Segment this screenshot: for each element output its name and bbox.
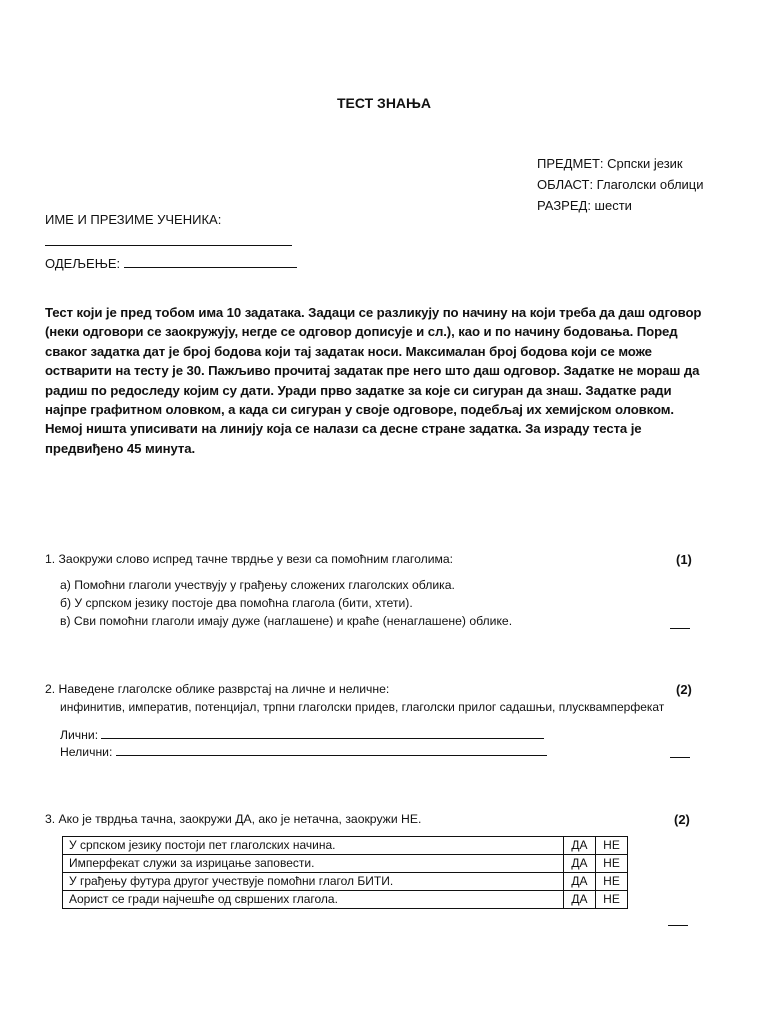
test-meta xyxy=(537,153,704,216)
true-false-table xyxy=(62,836,628,909)
no-option[interactable]: НЕ xyxy=(596,837,628,855)
no-option[interactable]: НЕ xyxy=(596,891,628,909)
student-info xyxy=(45,212,297,271)
personal-answer-line[interactable] xyxy=(101,726,544,739)
yes-option[interactable]: ДА xyxy=(564,855,596,873)
class-field[interactable] xyxy=(124,255,297,268)
option-a[interactable]: а) Помоћни глаголи учествују у грађењу сложених глаголских облика. xyxy=(60,578,455,592)
task-2-question: 2. Наведене глаголске облике разврстај на личне и неличне: xyxy=(45,682,390,696)
grade-line: РАЗРЕД: шести xyxy=(537,198,632,213)
yes-option[interactable]: ДА xyxy=(564,891,596,909)
subject-line: ПРЕДМЕТ: Српски језик xyxy=(537,156,683,171)
impersonal-row xyxy=(60,743,547,759)
statement-cell: У грађењу футура другог учествује помоћни глагол БИТИ. xyxy=(63,873,564,891)
task-1-options xyxy=(60,576,680,630)
area-line: ОБЛАСТ: Глаголски облици xyxy=(537,177,704,192)
student-name-label: ИМЕ И ПРЕЗИМЕ УЧЕНИКА: xyxy=(45,212,222,227)
class-label: ОДЕЉЕЊЕ: xyxy=(45,256,121,271)
no-option[interactable]: НЕ xyxy=(596,855,628,873)
yes-option[interactable]: ДА xyxy=(564,837,596,855)
task-3-question: 3. Ако је тврдња тачна, заокружи ДА, ако је нетачна, заокружи НЕ. xyxy=(45,812,422,826)
task-2-forms: инфинитив, императив, потенцијал, трпни глаголски придев, глаголски прилог садашњи, плусквамперфекат xyxy=(60,700,665,714)
personal-label: Лични: xyxy=(60,728,99,742)
task-3-points: (2) xyxy=(674,812,690,827)
no-option[interactable]: НЕ xyxy=(596,873,628,891)
statement-cell: У српском језику постоји пет глаголских начина. xyxy=(63,837,564,855)
page-title: ТЕСТ ЗНАЊА xyxy=(336,95,432,111)
task-1-score-line xyxy=(670,627,690,629)
task-2-score-line xyxy=(670,756,690,758)
task-1-question: 1. Заокружи слово испред тачне тврдње у вези са помоћним глаголима: xyxy=(45,552,454,566)
table-row xyxy=(63,837,628,855)
statement-cell: Имперфекат служи за изрицање заповести. xyxy=(63,855,564,873)
option-c[interactable]: в) Сви помоћни глаголи имају дуже (наглашене) и краће (ненаглашене) облике. xyxy=(60,614,513,628)
instructions-paragraph: Тест који је пред тобом има 10 задатака. Задаци се разликују по начину на који треба да даш одговор (неки одговори се заокружују, негде се одговор дописује и сл.), као и по начину бодовања. Поред сваког задатка дат је број бодова који тај задатак носи. Максималан број бодова који се може остварити на тесту је 30. Пажљиво прочитај задатак пре него што даш одговор. Задатке не мораш да радиш по редоследу којим су дати. Уради прво задатке за које си сигуран да знаш. Задатке ради најпре графитном оловком, а када си сигуран у своје одговоре, подебљај их хемијском оловком. Немој ништа уписивати на линију која се налази са десне стране задатка. За израду теста је предвиђено 45 минута. xyxy=(45,305,702,456)
personal-row xyxy=(60,726,544,742)
option-b[interactable]: б) У српском језику постоје два помоћна глагола (бити, хтети). xyxy=(60,596,413,610)
impersonal-answer-line[interactable] xyxy=(116,743,547,756)
task-2-points: (2) xyxy=(676,682,692,697)
impersonal-label: Нелични: xyxy=(60,745,113,759)
student-name-field[interactable] xyxy=(45,233,292,246)
yes-option[interactable]: ДА xyxy=(564,873,596,891)
statement-cell: Аорист се гради најчешће од свршених глагола. xyxy=(63,891,564,909)
task-3-score-line xyxy=(668,924,688,926)
table-row xyxy=(63,891,628,909)
table-row xyxy=(63,855,628,873)
table-row xyxy=(63,873,628,891)
task-1-points: (1) xyxy=(676,552,692,567)
